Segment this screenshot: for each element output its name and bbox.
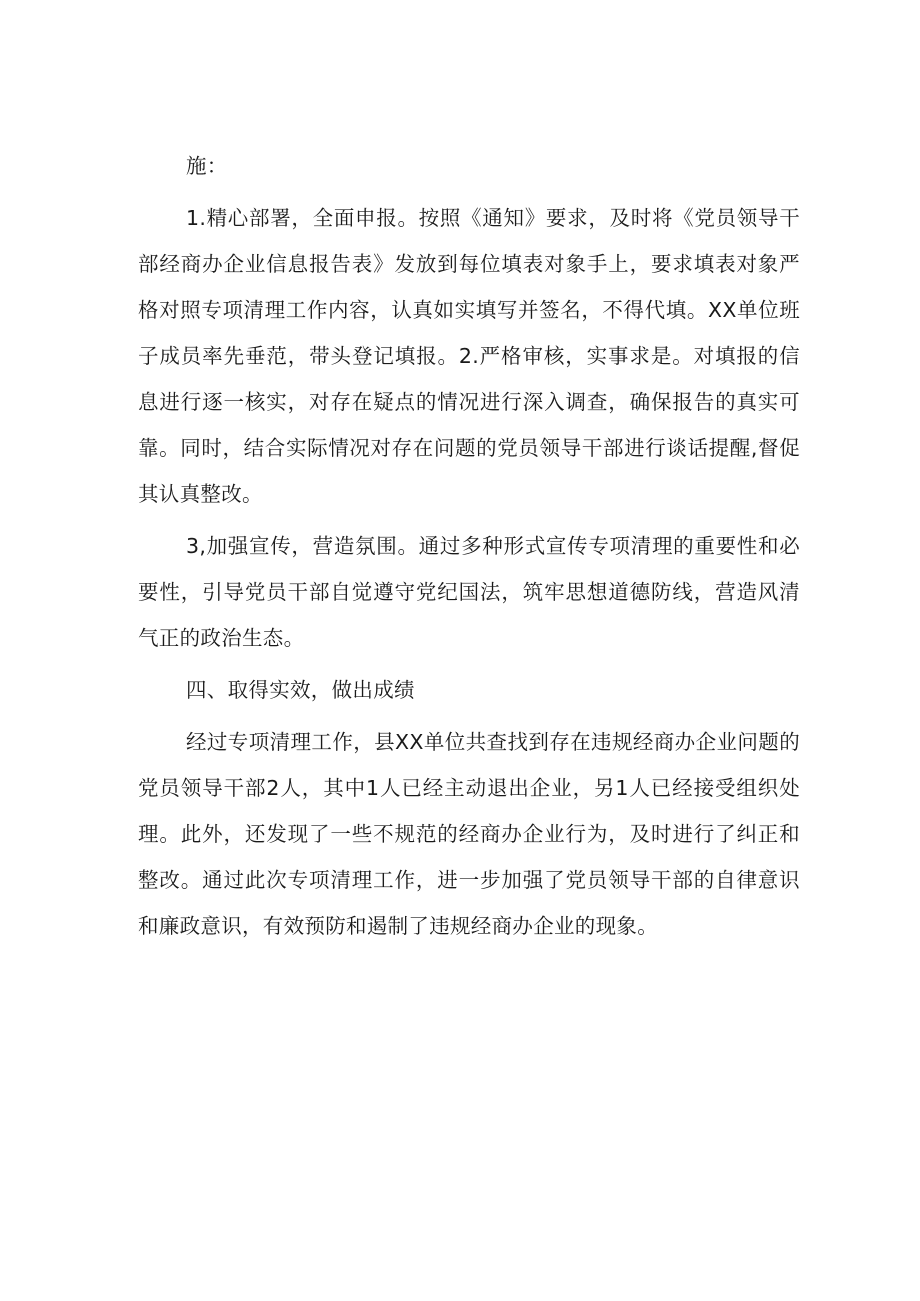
paragraph-publicity: 3,加强宣传，营造氛围。通过多种形式宣传专项清理的重要性和必要性，引导党员干部自觉遵守党纪国法，筑牢思想道德防线，营造风清气正的政治生态。 [138,534,800,650]
section-heading-results: 四、取得实效，做出成绩 [186,678,415,702]
paragraph-deploy-and-review: 1.精心部署，全面申报。按照《通知》要求，及时将《党员领导干部经商办企业信息报告表》发放到每位填表对象手上，要求填表对象严格对照专项清理工作内容，认真如实填写并签名，不得代填。XX单位班子成员率先垂范，带头登记填报。2.严格审核，实事求是。对填报的信息进行逐一核实，对存在疑点的情况进行深入调查，确保报告的真实可靠。同时，结合实际情况对存在问题的党员领导干部进行谈话提醒,督促其认真整改。 [138,206,800,506]
paragraph-intro-fragment: 施： [186,154,228,178]
document-body [138,143,800,949]
paragraph-results: 经过专项清理工作，县XX单位共查找到存在违规经商办企业问题的党员领导干部2人，其中1人已经主动退出企业，另1人已经接受组织处理。此外，还发现了一些不规范的经商办企业行为，及时进行了纠正和整改。通过此次专项清理工作，进一步加强了党员领导干部的自律意识和廉政意识，有效预防和遏制了违规经商办企业的现象。 [138,730,800,938]
